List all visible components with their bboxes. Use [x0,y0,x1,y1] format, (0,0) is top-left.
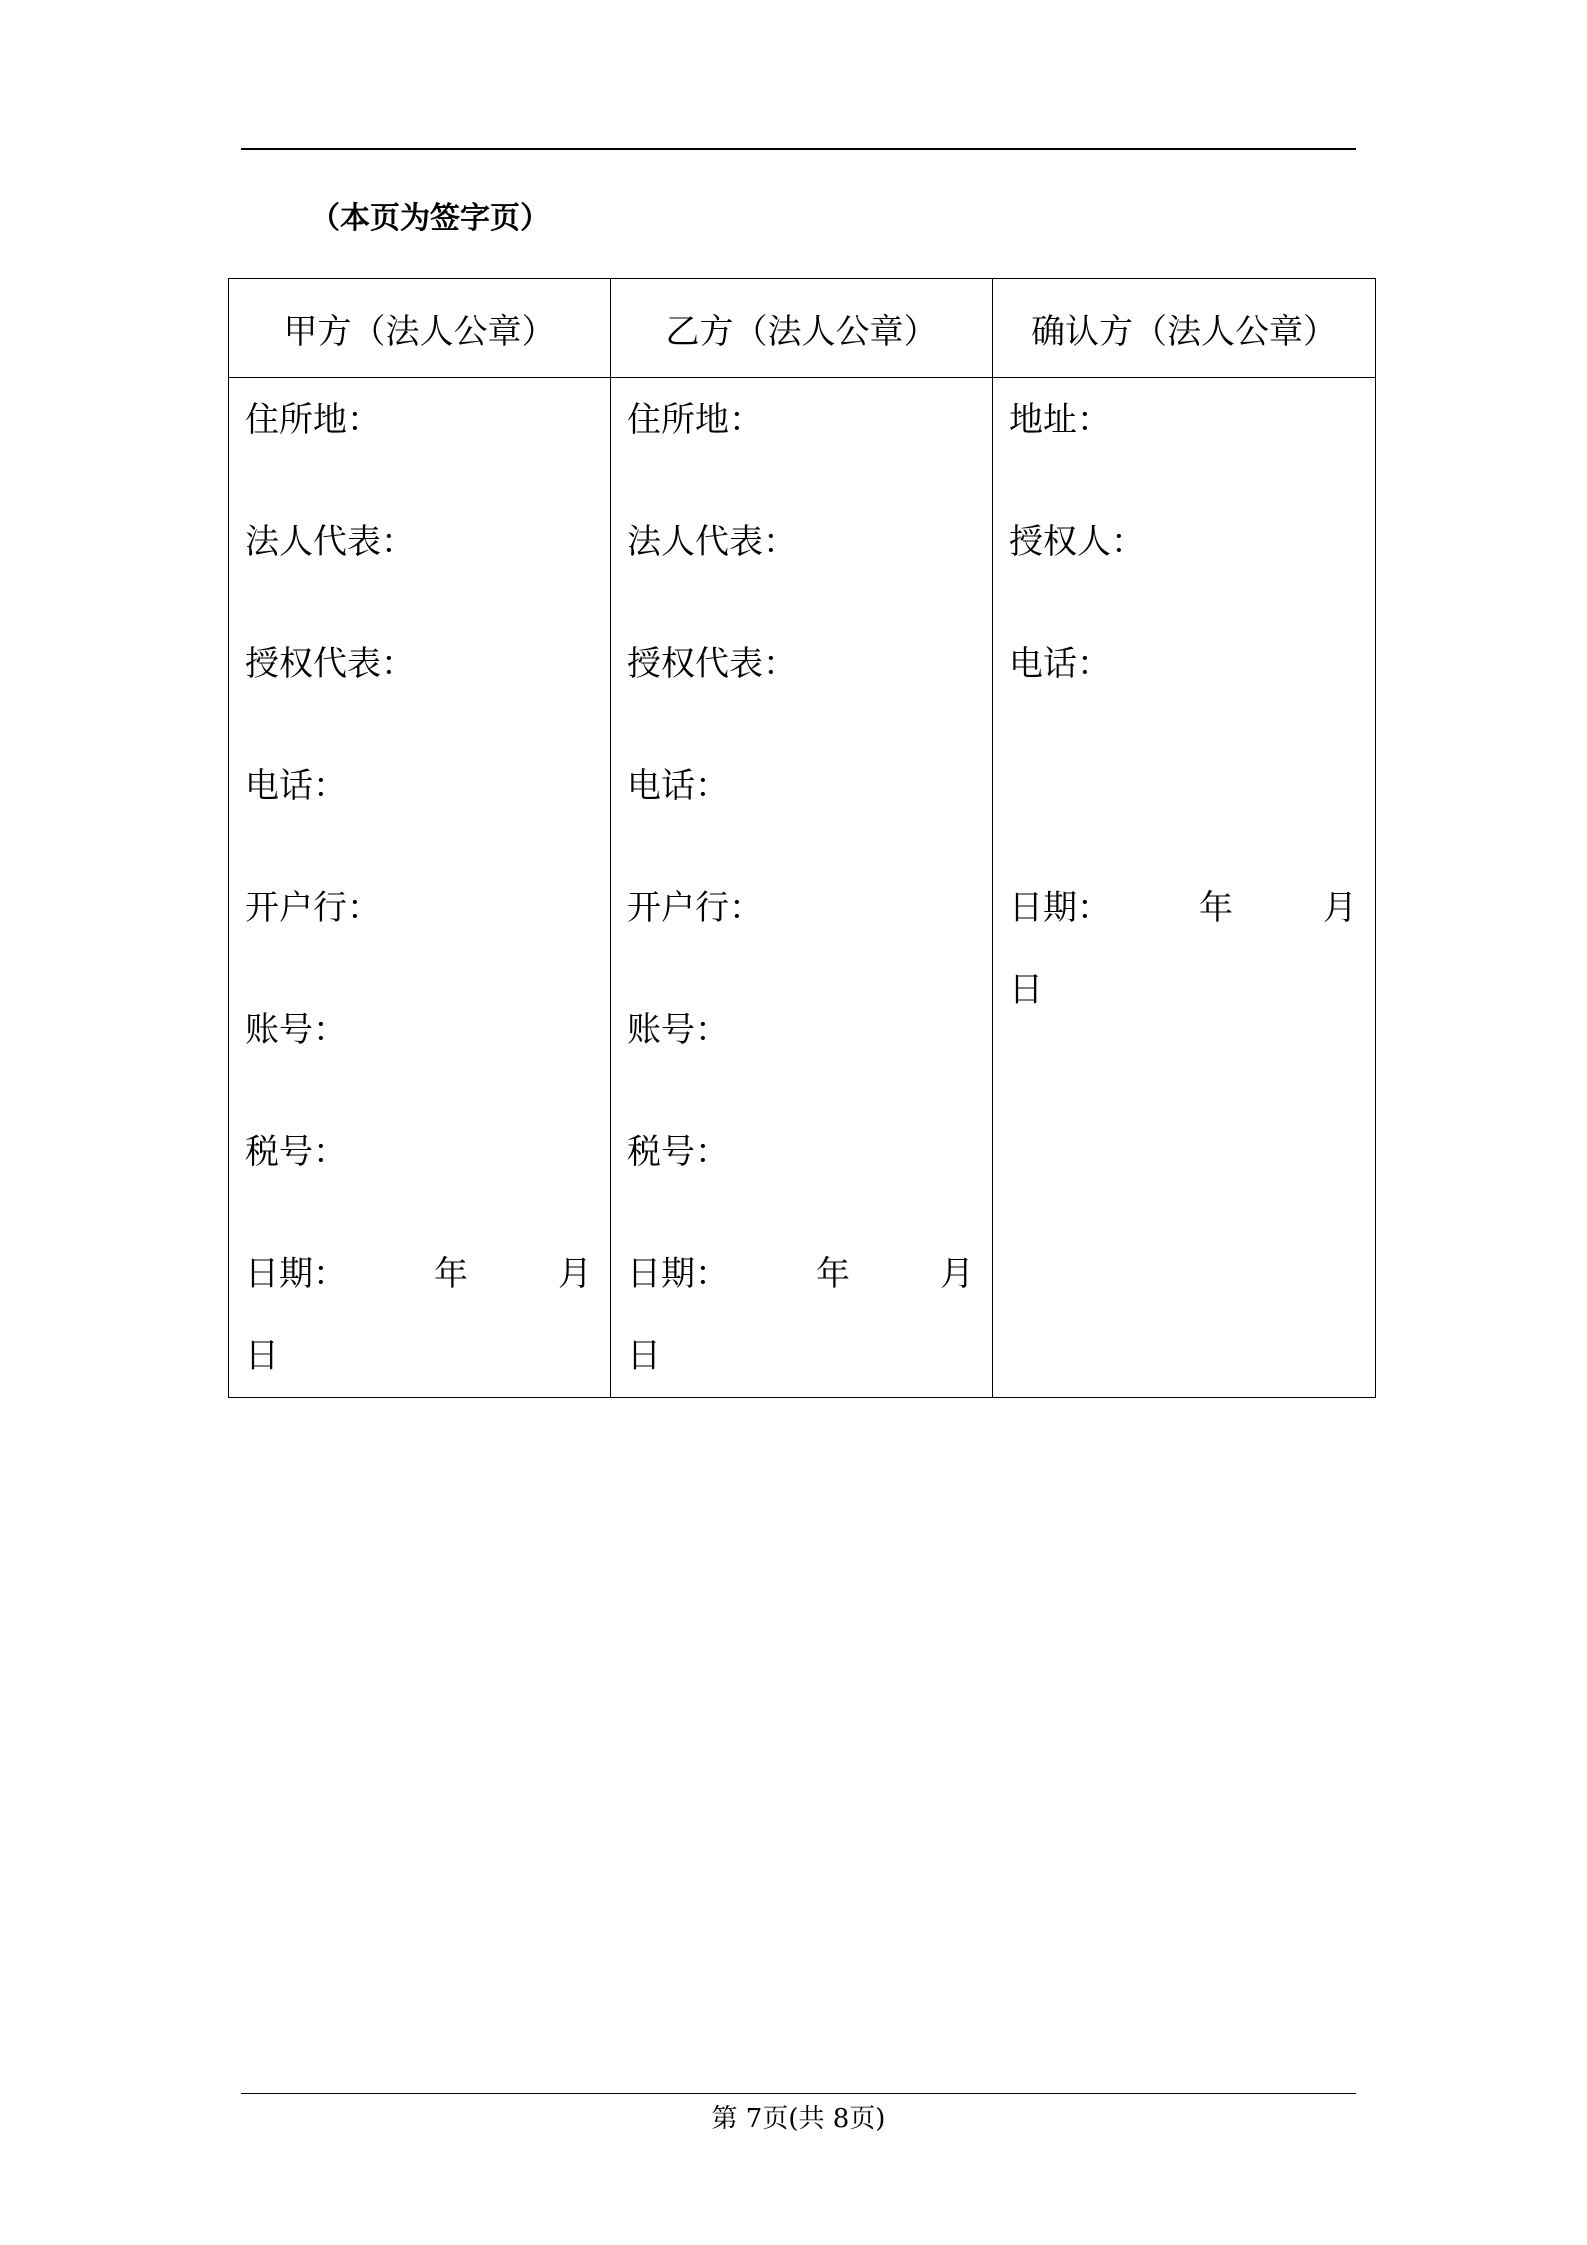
page-number: 第 7页(共 8页) [711,2104,886,2134]
party-b-bank-field: 开户行： [627,888,763,928]
party-a-tax-id-field: 税号： [245,1132,347,1172]
party-b-column [611,378,993,1398]
party-a-header: 甲方（法人公章） [229,279,611,378]
signature-table-body-row [229,378,1376,1398]
date-day: 日 [627,1336,661,1376]
party-b-date-field [627,1252,974,1378]
party-a-date-field [245,1252,592,1378]
confirming-party-address-field: 地址： [1009,400,1111,440]
confirming-party-phone-field: 电话： [1009,644,1111,684]
party-a-phone-field: 电话： [245,766,347,806]
date-year: 年 [1199,888,1233,928]
confirming-party-column [993,378,1376,1398]
party-b-authorized-rep-field: 授权代表： [627,644,797,684]
signature-table-header-row [229,279,1376,378]
date-day: 日 [1009,970,1043,1010]
date-month: 月 [558,1254,592,1294]
party-a-account-field: 账号： [245,1010,347,1050]
date-label: 日期： [1009,888,1111,928]
party-b-account-field: 账号： [627,1010,729,1050]
date-month: 月 [1323,888,1357,928]
date-day: 日 [245,1336,279,1376]
date-year: 年 [434,1254,468,1294]
confirming-party-header: 确认方（法人公章） [993,279,1376,378]
date-label: 日期： [627,1254,729,1294]
confirming-party-authorized-field: 授权人： [1009,522,1145,562]
party-b-tax-id-field: 税号： [627,1132,729,1172]
party-a-bank-field: 开户行： [245,888,381,928]
confirming-party-date-field [1009,886,1357,1012]
party-a-address-field: 住所地： [245,400,381,440]
party-a-authorized-rep-field: 授权代表： [245,644,415,684]
date-label: 日期： [245,1254,347,1294]
signature-page-note: （本页为签字页） [310,201,550,236]
signature-table [228,278,1376,1398]
party-b-header: 乙方（法人公章） [611,279,993,378]
header-rule [241,148,1356,150]
party-b-phone-field: 电话： [627,766,729,806]
party-a-legal-rep-field: 法人代表： [245,522,415,562]
footer-rule [241,2093,1356,2094]
date-month: 月 [940,1254,974,1294]
spacer [1009,764,1357,886]
party-b-legal-rep-field: 法人代表： [627,522,797,562]
party-b-address-field: 住所地： [627,400,763,440]
party-a-column [229,378,611,1398]
date-year: 年 [816,1254,850,1294]
